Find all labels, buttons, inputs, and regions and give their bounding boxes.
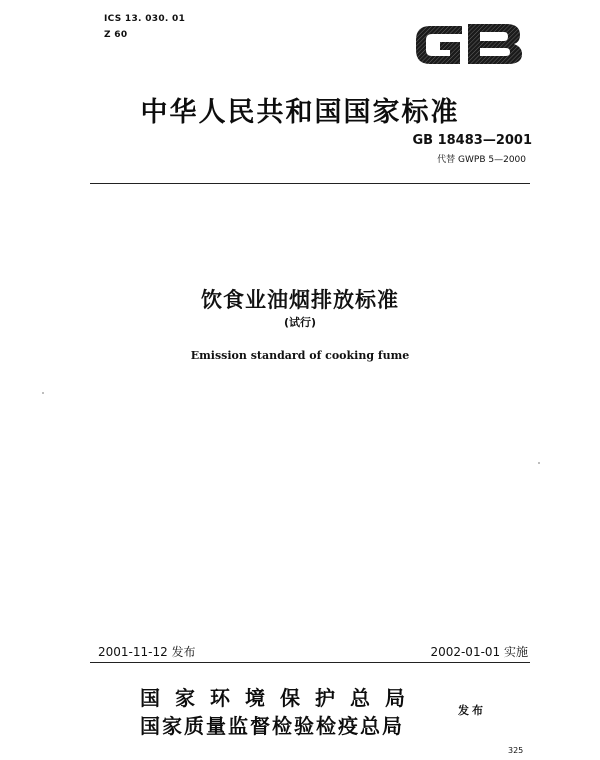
page-number: 325	[508, 746, 524, 755]
scan-speck	[538, 462, 540, 464]
issuer-quality: 国家质量监督检验检疫总局	[140, 714, 404, 738]
replaces-standard: 代替 GWPB 5—2000	[437, 155, 526, 165]
issue-date: 2001-11-12 发布	[98, 645, 196, 659]
trial-label: (试行)	[283, 316, 317, 329]
national-standard-title: 中华人民共和国国家标准	[140, 97, 460, 128]
issuer-environment: 国家环境保护总局	[140, 686, 420, 710]
document-title-english: Emission standard of cooking fume	[190, 349, 410, 362]
divider-top	[90, 183, 530, 184]
implementation-date: 2002-01-01 实施	[430, 645, 528, 659]
divider-bottom	[90, 662, 530, 663]
publish-label: 发布	[458, 704, 486, 717]
standard-number: GB 18483—2001	[412, 133, 532, 148]
classification-code: Z 60	[104, 30, 128, 40]
document-title-chinese: 饮食业油烟排放标准	[201, 287, 399, 312]
ics-code: ICS 13. 030. 01	[104, 14, 186, 24]
gb-logo	[410, 18, 526, 70]
scan-speck	[42, 392, 44, 394]
